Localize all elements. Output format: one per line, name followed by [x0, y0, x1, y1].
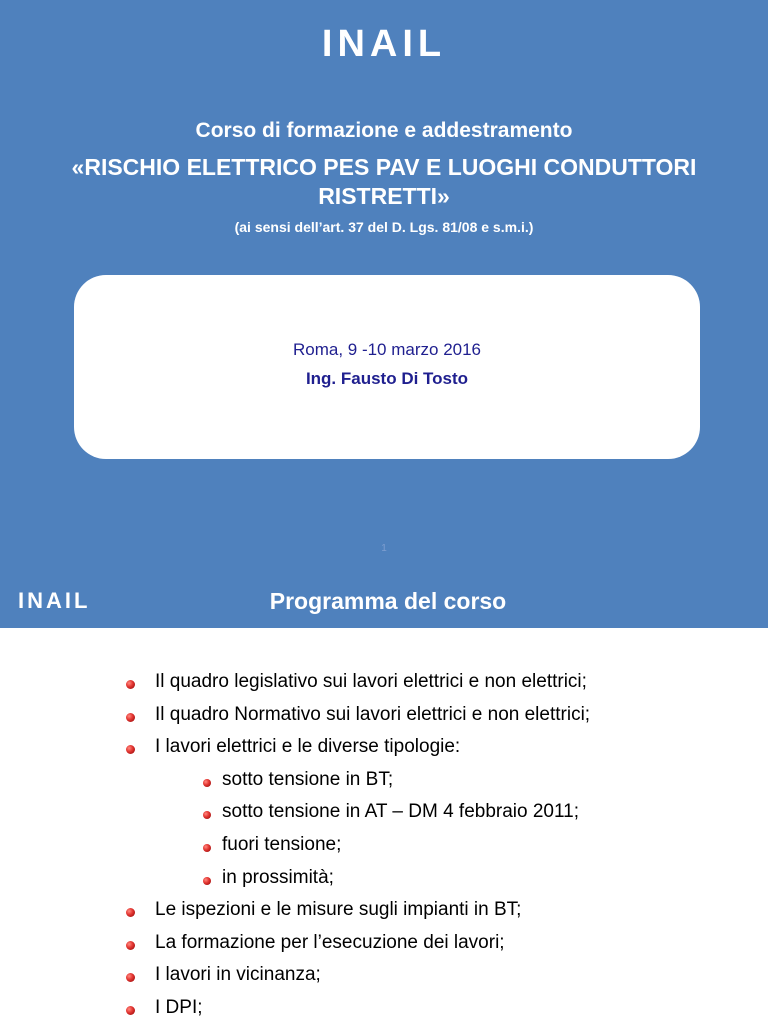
course-name: «RISCHIO ELETTRICO PES PAV E LUOGHI CONDUTTORI RISTRETTI»	[71, 154, 697, 209]
bullet-icon	[126, 680, 135, 689]
inail-logo: INAIL	[321, 23, 447, 65]
info-box	[74, 275, 700, 459]
list-item-text: I lavori elettrici e le diverse tipologie:	[155, 736, 461, 758]
sub-list-item	[0, 765, 768, 798]
bullet-icon	[126, 713, 135, 722]
program-bullet-list	[0, 667, 768, 1026]
list-item-text: La formazione per l’esecuzione dei lavori;	[155, 931, 505, 953]
list-item	[0, 960, 768, 993]
bullet-icon	[126, 908, 135, 917]
list-item-text: sotto tensione in BT;	[222, 768, 394, 790]
list-item-text: Il quadro Normativo sui lavori elettrici e non elettrici;	[155, 703, 591, 725]
list-item-text: fuori tensione;	[222, 833, 342, 855]
list-item	[0, 732, 768, 765]
list-item-text: I DPI;	[155, 996, 203, 1018]
course-date: Roma, 9 -10 marzo 2016	[292, 340, 482, 359]
list-item-text: in prossimità;	[222, 866, 334, 888]
list-item	[0, 928, 768, 961]
bullet-icon	[126, 745, 135, 754]
bullet-icon	[203, 877, 211, 885]
bullet-icon	[203, 811, 211, 819]
list-item	[0, 895, 768, 928]
list-item	[0, 700, 768, 733]
page-number: 1	[381, 543, 387, 554]
bullet-icon	[126, 1006, 135, 1015]
list-item-text: Le ispezioni e le misure sugli impianti in BT;	[155, 899, 522, 921]
author-name: Ing. Fausto Di Tosto	[305, 369, 469, 388]
bullet-icon	[126, 973, 135, 982]
list-item-text: sotto tensione in AT – DM 4 febbraio 2011;	[222, 801, 580, 823]
list-item-text: Il quadro legislativo sui lavori elettrici e non elettrici;	[155, 671, 587, 692]
inail-logo-small: INAIL	[18, 588, 91, 613]
course-title: Corso di formazione e addestramento	[195, 119, 573, 142]
sub-list-item	[0, 830, 768, 863]
sub-list-item	[0, 863, 768, 896]
list-item	[0, 667, 768, 700]
legal-reference: (ai sensi dell’art. 37 del D. Lgs. 81/08 e s.m.i.)	[234, 219, 534, 235]
sub-list-item	[0, 797, 768, 830]
bullet-icon	[203, 844, 211, 852]
bullet-icon	[126, 941, 135, 950]
bullet-icon	[203, 779, 211, 787]
list-item	[0, 993, 768, 1026]
program-title: Programma del corso	[269, 588, 507, 614]
list-item-text: I lavori in vicinanza;	[155, 964, 321, 986]
program-slide-header	[0, 575, 768, 628]
